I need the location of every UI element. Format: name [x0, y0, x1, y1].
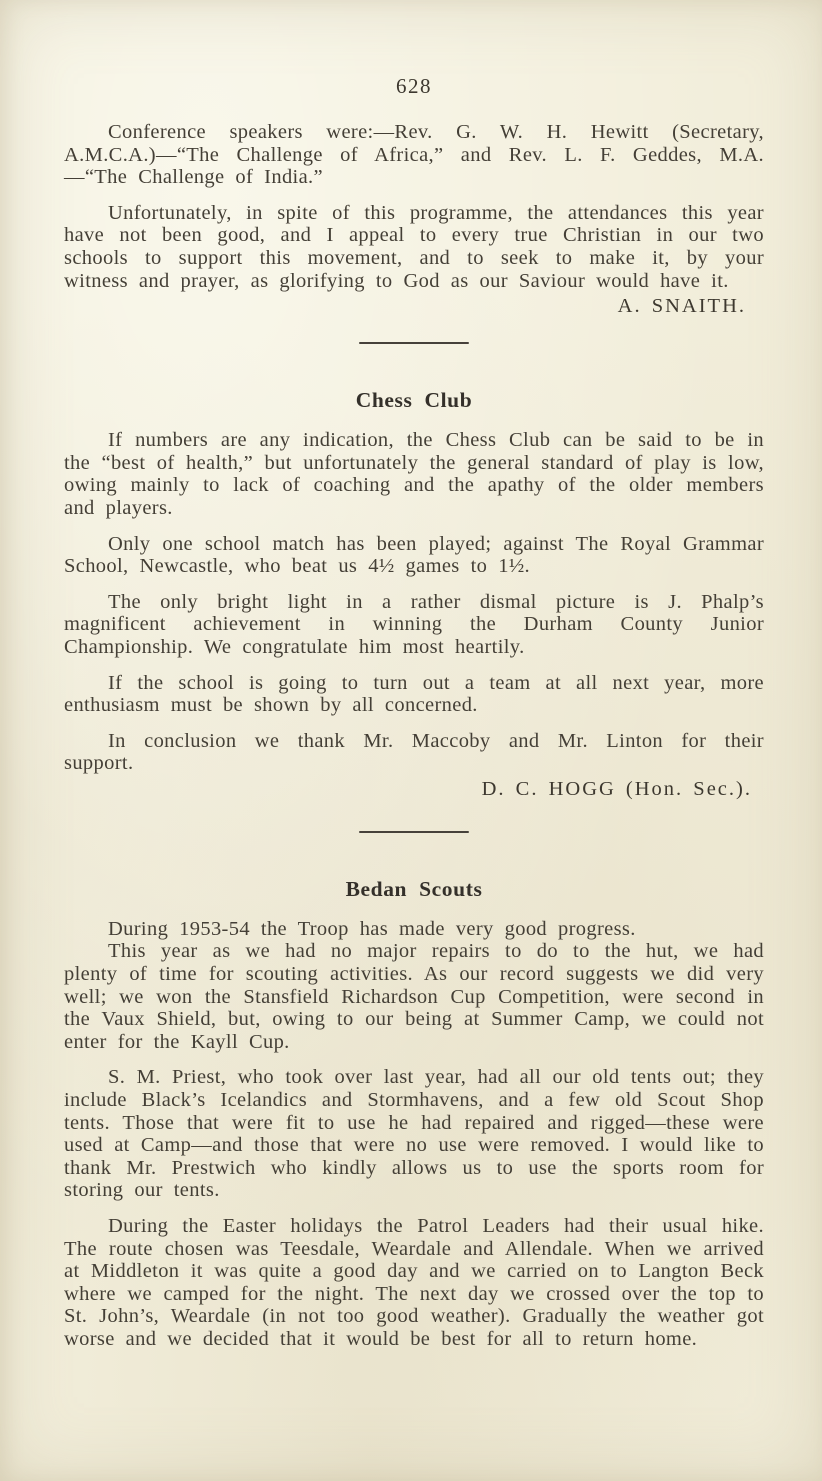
- page-number: 628: [396, 74, 432, 98]
- chess-paragraph-numbers: If numbers are any indication, the Chess Club can be said to be in the “best of health,” but unfortunately the general standard of play is low, owing mainly to lack of coaching and the apathy of the older members and players.: [64, 429, 764, 519]
- signature-a-snaith: A. SNAITH.: [617, 295, 746, 318]
- signature-d-c-hogg: D. C. HOGG (Hon. Sec.).: [481, 777, 752, 800]
- chess-paragraph-conclusion: In conclusion we thank Mr. Maccoby and Mr. Linton for their support.: [64, 729, 764, 775]
- chess-club-heading: Chess Club: [355, 388, 473, 413]
- scouts-paragraph-tents: S. M. Priest, who took over last year, had all our old tents out; they include Black’s Icelandics and Stormhavens, and a few old Scout Shop tents. Those that were fit to use he had repaired and rigged—these were used at Camp—and those that were no use were removed. I would like to thank Mr. Prestwich who kindly allows us to use the sports room for storing our tents.: [64, 1066, 764, 1202]
- scouts-paragraph-easter-hike: During the Easter holidays the Patrol Leaders had their usual hike. The route chosen was Teesdale, Weardale and Allendale. When we arrived at Middleton it was quite a good day and we carried on to Langton Beck where we camped for the night. The next day we crossed over the top to St. John’s, Weardale (in not too good weather). Gradually the weather got worse and we decided that it would be best for all to return home.: [64, 1215, 764, 1350]
- section-chess-club: [64, 388, 764, 801]
- chess-paragraph-bright-light: The only bright light in a rather dismal picture is J. Phalp’s magnificent achievement in winning the Durham County Junior Championship. We congratulate him most heartily.: [64, 590, 764, 658]
- scouts-paragraph-activities: This year as we had no major repairs to do to the hut, we had plenty of time for scouting activities. As our record suggests we did very well; we won the Stansfield Richardson Cup Competition, were second in the Vaux Shield, but, owing to our being at Summer Camp, we could not enter for the Kayll Cup.: [64, 940, 764, 1053]
- chess-paragraph-school-match: Only one school match has been played; against The Royal Grammar School, Newcastle, who beat us 4½ games to 1½.: [64, 532, 764, 578]
- section-intro-report: [64, 121, 764, 318]
- chess-paragraph-next-year: If the school is going to turn out a team at all next year, more enthusiasm must be shown by all concerned.: [64, 671, 764, 717]
- section-divider: [359, 342, 469, 344]
- intro-paragraph-appeal: Unfortunately, in spite of this programme, the attendances this year have not been good, and I appeal to every true Christian in our two schools to support this movement, and to seek to make it, by your witness and prayer, as glorifying to God as our Saviour would have it.: [64, 201, 764, 292]
- section-bedan-scouts: [64, 877, 764, 1351]
- intro-paragraph-conference-speakers: Conference speakers were:—Rev. G. W. H. Hewitt (Secretary, A.M.C.A.)—“The Challenge of Africa,” and Rev. L. F. Geddes, M.A.—“The Challenge of India.”: [64, 121, 764, 189]
- scouts-paragraph-progress: During 1953-54 the Troop has made very good progress.: [108, 917, 636, 940]
- section-divider: [359, 831, 469, 833]
- bedan-scouts-heading: Bedan Scouts: [345, 876, 483, 901]
